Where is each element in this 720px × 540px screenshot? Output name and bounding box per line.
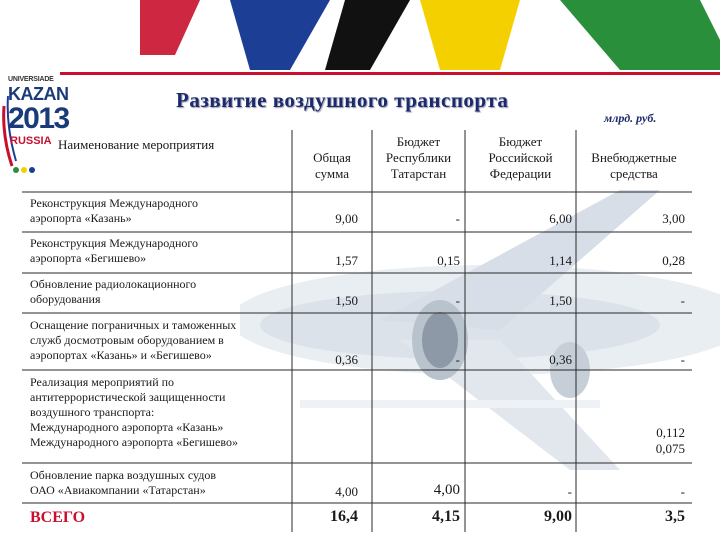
logo-universiade-text: UNIVERSIADE bbox=[8, 76, 54, 83]
cell-extra-line: 0,075 bbox=[655, 441, 685, 456]
cell-extra: 0,28 bbox=[662, 253, 685, 268]
page-title: Развитие воздушного транспорта bbox=[176, 88, 509, 112]
table-row-name bbox=[30, 375, 238, 450]
cell-rt: - bbox=[455, 211, 460, 226]
row-name-line: аэропорта «Бегишево» bbox=[30, 251, 147, 265]
cell-rt: 4,00 bbox=[433, 482, 460, 498]
total-row-label: ВСЕГО bbox=[30, 509, 86, 526]
universiade-logo bbox=[2, 66, 69, 186]
logo-country-text: RUSSIA bbox=[10, 135, 52, 147]
row-name-line: Обновление радиолокационного bbox=[30, 277, 197, 291]
row-name-line: оборудования bbox=[30, 292, 101, 306]
row-name-line: воздушного транспорта: bbox=[30, 405, 155, 419]
cell-rf: 0,36 bbox=[549, 352, 572, 367]
column-header-rt-line: Татарстан bbox=[390, 166, 447, 181]
cell-extra: 3,00 bbox=[662, 211, 685, 226]
column-header-rt-line: Республики bbox=[385, 150, 452, 165]
row-name-line: Реконструкция Международного bbox=[30, 196, 199, 210]
cell-extra: - bbox=[680, 484, 685, 499]
cell-rf: - bbox=[567, 484, 572, 499]
column-header-rt-budget bbox=[372, 134, 465, 182]
column-header-rf-budget bbox=[465, 134, 576, 182]
row-name-line: Международного аэропорта «Бегишево» bbox=[30, 435, 238, 449]
cell-rf: 6,00 bbox=[549, 211, 572, 226]
cell-total: 4,00 bbox=[335, 484, 358, 499]
cell-rt: 0,15 bbox=[437, 253, 460, 268]
cell-total: 1,50 bbox=[335, 293, 358, 308]
cell-extra: - bbox=[680, 352, 685, 367]
column-header-rt-line: Бюджет bbox=[396, 134, 441, 149]
cell-extra-line: 0,112 bbox=[656, 425, 685, 440]
table-row-name bbox=[30, 468, 216, 498]
row-name-line: Реализация мероприятий по bbox=[30, 375, 175, 389]
row-name-line: аэропортах «Казань» и «Бегишево» bbox=[30, 348, 212, 362]
row-name-line: Реконструкция Международного bbox=[30, 236, 199, 250]
logo-year-text: 2013 bbox=[8, 102, 69, 135]
cell-rf: 1,50 bbox=[549, 293, 572, 308]
table-row-name bbox=[30, 277, 196, 307]
total-cell-total: 16,4 bbox=[330, 508, 358, 525]
cell-rt: - bbox=[455, 352, 460, 367]
table-row-name bbox=[30, 236, 198, 266]
cell-extra: - bbox=[680, 293, 685, 308]
row-name-line: антитеррористической защищенности bbox=[30, 390, 226, 404]
row-name-line: ОАО «Авиакомпании «Татарстан» bbox=[30, 483, 206, 497]
column-header-total bbox=[292, 150, 372, 182]
row-name-line: Оснащение пограничных и таможенных bbox=[30, 318, 237, 332]
column-header-total-line: сумма bbox=[314, 166, 350, 181]
column-header-extrabudget bbox=[576, 150, 692, 182]
cell-total: 0,36 bbox=[335, 352, 358, 367]
column-header-rf-line: Федерации bbox=[489, 166, 552, 181]
table-row-name bbox=[30, 318, 236, 363]
total-cell-rt: 4,15 bbox=[432, 508, 460, 525]
row-name-line: аэропорта «Казань» bbox=[30, 211, 132, 225]
total-cell-extra: 3,5 bbox=[665, 508, 685, 525]
logo-city-text: KAZAN bbox=[8, 84, 69, 104]
cell-total: 1,57 bbox=[335, 253, 358, 268]
total-cell-rf: 9,00 bbox=[544, 508, 572, 525]
row-name-line: служб досмотровым оборудованием в bbox=[30, 333, 224, 347]
cell-rt: - bbox=[455, 293, 460, 308]
column-header-rf-line: Бюджет bbox=[498, 134, 543, 149]
cell-rf: 1,14 bbox=[549, 253, 572, 268]
unit-label: млрд. руб. bbox=[604, 111, 657, 125]
row-name-line: Международного аэропорта «Казань» bbox=[30, 420, 224, 434]
column-header-extra-line: Внебюджетные bbox=[591, 150, 677, 165]
column-header-total-line: Общая bbox=[313, 150, 351, 165]
cell-total: 9,00 bbox=[335, 211, 358, 226]
cell-extra bbox=[576, 425, 685, 457]
column-header-extra-line: средства bbox=[610, 166, 658, 181]
olympic-stripes-decoration bbox=[0, 0, 720, 80]
row-name-line: Обновление парка воздушных судов bbox=[30, 468, 217, 482]
table-row-name bbox=[30, 196, 198, 226]
header-rule bbox=[60, 72, 720, 75]
column-header-rf-line: Российской bbox=[488, 150, 553, 165]
column-header-name: Наименование мероприятия bbox=[58, 137, 215, 152]
